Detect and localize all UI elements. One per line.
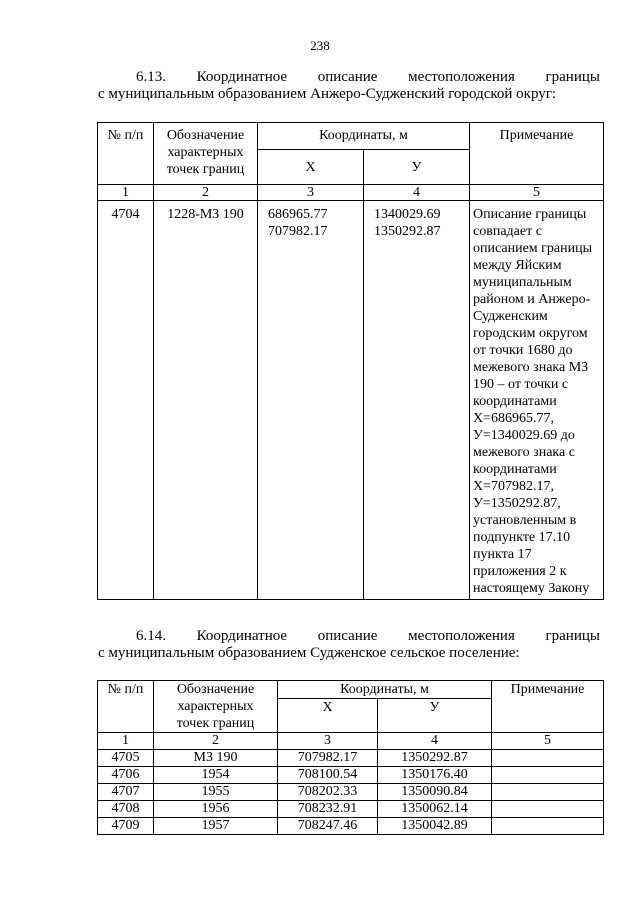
note-line: координатами xyxy=(473,394,557,409)
header-coordinates: Координаты, м xyxy=(258,123,470,150)
note-line: городским округом xyxy=(473,326,588,341)
column-index: 4 xyxy=(378,733,492,750)
heading-line-1 xyxy=(98,628,600,645)
header-designation xyxy=(154,681,278,733)
row-number: 4706 xyxy=(98,767,154,784)
note-line: приложения 2 к xyxy=(473,564,567,579)
page-number: 238 xyxy=(310,38,330,53)
header-designation-line: характерных xyxy=(177,699,254,714)
header-x: X xyxy=(278,699,378,733)
table-row xyxy=(98,750,604,767)
row-designation: 1956 xyxy=(154,801,278,818)
header-number: № п/п xyxy=(98,681,154,733)
table-row xyxy=(98,201,604,600)
column-index: 2 xyxy=(154,185,258,201)
row-note xyxy=(492,767,604,784)
column-index: 5 xyxy=(492,733,604,750)
heading-word: описание xyxy=(317,628,378,644)
note-line: установленным в xyxy=(473,513,577,528)
heading-word: Координатное xyxy=(196,628,288,644)
note-line: межевого знака МЗ xyxy=(473,360,589,375)
row-note xyxy=(492,750,604,767)
heading-word: местоположения xyxy=(408,69,515,85)
header-number: № п/п xyxy=(98,123,154,185)
row-number: 4709 xyxy=(98,818,154,835)
row-number: 4707 xyxy=(98,784,154,801)
column-index: 4 xyxy=(364,185,470,201)
table-row xyxy=(98,818,604,835)
header-y: У xyxy=(378,699,492,733)
note-line: межевого знака с xyxy=(473,445,575,460)
note-line: У=1350292.87, xyxy=(473,496,561,511)
header-designation xyxy=(154,123,258,185)
table-row xyxy=(98,801,604,818)
note-line: совпадает с xyxy=(473,224,542,239)
table-row xyxy=(98,767,604,784)
row-y: 1350292.87 xyxy=(378,750,492,767)
row-y: 1350062.14 xyxy=(378,801,492,818)
row-x: 708247.46 xyxy=(278,818,378,835)
row-x: 708100.54 xyxy=(278,767,378,784)
column-index: 5 xyxy=(470,185,604,201)
note-line: координатами xyxy=(473,462,557,477)
note-line: X=686965.77, xyxy=(473,411,555,426)
row-y-values xyxy=(364,201,470,600)
row-y: 1350042.89 xyxy=(378,818,492,835)
note-line: районом и Анжеро- xyxy=(473,292,591,307)
header-designation-line: точек границ xyxy=(166,162,245,177)
row-designation: 1957 xyxy=(154,818,278,835)
y-value: 1340029.69 xyxy=(374,207,441,222)
section-number: 6.14. xyxy=(136,628,166,644)
heading-line-2: с муниципальным образованием Анжеро-Судженский городской округ: xyxy=(98,86,557,102)
row-designation: МЗ 190 xyxy=(154,750,278,767)
note-line: X=707982.17, xyxy=(473,479,555,494)
section-heading-6-14 xyxy=(98,628,600,662)
row-note xyxy=(492,784,604,801)
column-index: 3 xyxy=(278,733,378,750)
note-line: муниципальным xyxy=(473,275,572,290)
section-heading-6-13 xyxy=(98,69,600,103)
row-number: 4704 xyxy=(98,201,154,600)
header-note: Примечание xyxy=(492,681,604,733)
column-index: 1 xyxy=(98,733,154,750)
row-x: 708232.91 xyxy=(278,801,378,818)
row-note xyxy=(492,818,604,835)
note-line: 190 – от точки с xyxy=(473,377,569,392)
note-line: между Яйским xyxy=(473,258,562,273)
row-designation: 1955 xyxy=(154,784,278,801)
column-index: 3 xyxy=(258,185,364,201)
coordinates-table-6-14 xyxy=(97,680,604,835)
row-number: 4708 xyxy=(98,801,154,818)
note-line: от точки 1680 до xyxy=(473,343,573,358)
heading-word: границы xyxy=(545,628,600,644)
header-coordinates: Координаты, м xyxy=(278,681,492,699)
column-index: 1 xyxy=(98,185,154,201)
section-number: 6.13. xyxy=(136,69,166,85)
heading-word: описание xyxy=(317,69,378,85)
table-row xyxy=(98,784,604,801)
row-designation: 1228-МЗ 190 xyxy=(154,201,258,600)
row-x: 708202.33 xyxy=(278,784,378,801)
y-value: 1350292.87 xyxy=(374,224,441,239)
heading-line-1 xyxy=(98,69,600,86)
row-x: 707982.17 xyxy=(278,750,378,767)
heading-word: местоположения xyxy=(408,628,515,644)
row-note xyxy=(492,801,604,818)
header-y: У xyxy=(364,150,470,185)
x-value: 686965.77 xyxy=(268,207,328,222)
row-number: 4705 xyxy=(98,750,154,767)
note-line: У=1340029.69 до xyxy=(473,428,575,443)
header-designation-line: характерных xyxy=(167,145,244,160)
note-line: Судженским xyxy=(473,309,548,324)
note-line: пункта 17 xyxy=(473,547,532,562)
row-note xyxy=(470,201,604,600)
heading-word: Координатное xyxy=(196,69,288,85)
header-designation-line: Обозначение xyxy=(166,128,245,143)
note-line: подпункте 17.10 xyxy=(473,530,571,545)
row-y: 1350090.84 xyxy=(378,784,492,801)
header-designation-line: точек границ xyxy=(176,716,255,731)
note-line: описанием границы xyxy=(473,241,592,256)
column-index: 2 xyxy=(154,733,278,750)
row-designation: 1954 xyxy=(154,767,278,784)
x-value: 707982.17 xyxy=(268,224,328,239)
row-y: 1350176.40 xyxy=(378,767,492,784)
heading-line-2: с муниципальным образованием Судженское сельское поселение: xyxy=(98,645,520,661)
note-line: Описание границы xyxy=(473,207,587,222)
heading-word: границы xyxy=(545,69,600,85)
header-note: Примечание xyxy=(470,123,604,185)
row-x-values xyxy=(258,201,364,600)
header-x: X xyxy=(258,150,364,185)
coordinates-table-6-13 xyxy=(97,122,604,600)
header-designation-line: Обозначение xyxy=(176,682,255,697)
note-line: настоящему Закону xyxy=(473,581,590,596)
